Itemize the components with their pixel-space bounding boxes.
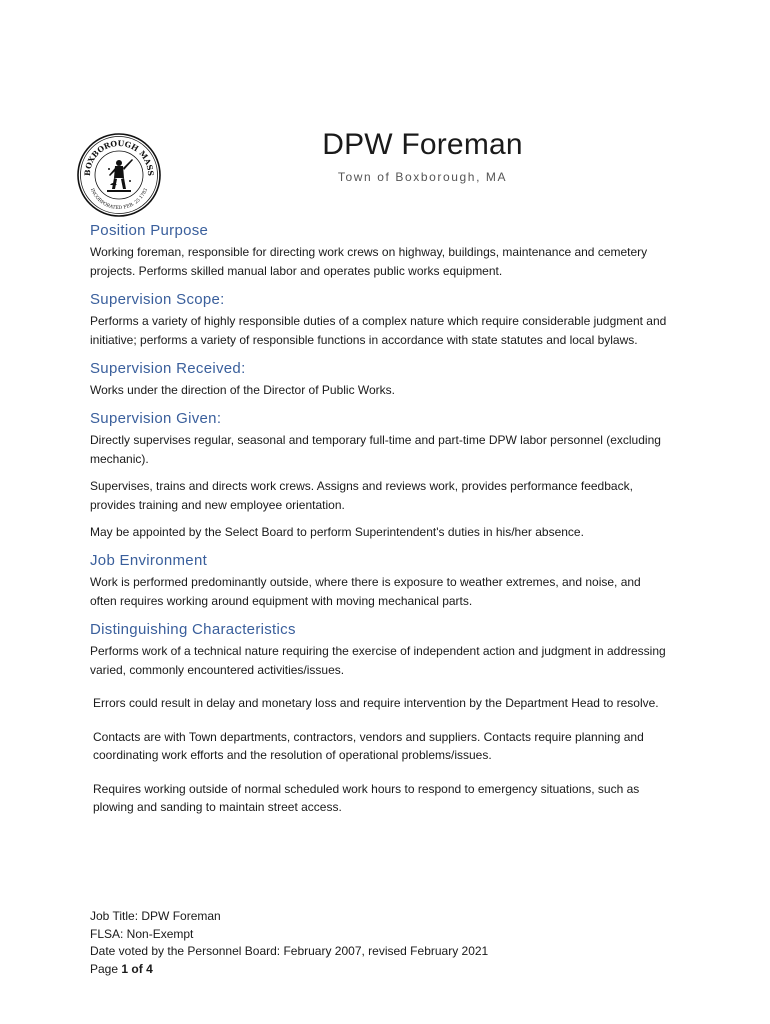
- section-paragraph: Working foreman, responsible for directing work crews on highway, buildings, maintenance and cemetery projects. Performs skilled manual labor and operates public works equipment.: [90, 245, 648, 278]
- section-distinguishing-characteristics: [90, 621, 670, 680]
- page-total: 4: [146, 961, 153, 976]
- section-paragraph: Performs work of a technical nature requiring the exercise of independent action and judgment in addressing varied, commonly encountered activities/issues.: [90, 644, 666, 677]
- section-heading: Supervision Received:: [90, 360, 246, 377]
- section-paragraph: Performs a variety of highly responsible duties of a complex nature which require considerable judgment and initiative; performs a variety of responsible functions in accordance with state statutes and local bylaws.: [90, 314, 667, 347]
- section-heading: Supervision Given:: [90, 410, 222, 427]
- section-supervision-scope: [90, 291, 670, 350]
- section-heading: Job Environment: [90, 552, 208, 569]
- section-heading: Supervision Scope:: [90, 291, 225, 308]
- footer-job-title: Job Title: DPW Foreman: [90, 909, 221, 923]
- section-heading: Position Purpose: [90, 222, 209, 239]
- page-footer: [90, 908, 488, 978]
- section-supervision-received: [90, 360, 670, 400]
- section-paragraph: May be appointed by the Select Board to perform Superintendent's duties in his/her absence.: [90, 525, 584, 539]
- section-supervision-given: [90, 410, 670, 542]
- indented-paragraphs: [90, 694, 663, 816]
- footer-flsa: FLSA: Non-Exempt: [90, 926, 194, 941]
- section-position-purpose: [90, 222, 670, 281]
- footer-page-number: [90, 961, 488, 979]
- page-of: of: [131, 961, 143, 976]
- indented-paragraph: Requires working outside of normal scheduled work hours to respond to emergency situations, such as plowing and sanding to maintain street access.: [93, 782, 640, 814]
- document-subtitle: Town of Boxborough, MA: [337, 170, 508, 184]
- indented-paragraph: Contacts are with Town departments, contractors, vendors and suppliers. Contacts require planning and coordinating work efforts and the resolution of operational problems/issues.: [93, 730, 644, 762]
- section-paragraph: Works under the direction of the Director of Public Works.: [90, 383, 396, 397]
- document-body: [90, 222, 670, 832]
- page-label: Page: [90, 961, 119, 976]
- svg-text:BOXBOROUGH MASS: BOXBOROUGH MASS: [82, 138, 156, 177]
- section-paragraph: Supervises, trains and directs work crews. Assigns and reviews work, provides performance feedback, provides training and new employee orientation.: [90, 479, 633, 512]
- page-current: 1: [121, 961, 129, 976]
- document-title: DPW Foreman: [322, 128, 523, 161]
- section-heading: Distinguishing Characteristics: [90, 621, 296, 638]
- svg-text:INCORPORATED FEB. 25 1783: INCORPORATED FEB. 25 1783: [88, 187, 150, 212]
- indented-paragraph: Errors could result in delay and monetary loss and require intervention by the Department Head to resolve.: [93, 696, 659, 710]
- section-job-environment: [90, 552, 670, 611]
- footer-date-voted: Date voted by the Personnel Board: February 2007, revised February 2021: [90, 944, 489, 958]
- section-paragraph: Directly supervises regular, seasonal and temporary full-time and part-time DPW labor personnel (excluding mechanic).: [90, 433, 661, 466]
- section-paragraph: Work is performed predominantly outside, where there is exposure to weather extremes, and noise, and often requires working around equipment with moving mechanical parts.: [90, 575, 641, 608]
